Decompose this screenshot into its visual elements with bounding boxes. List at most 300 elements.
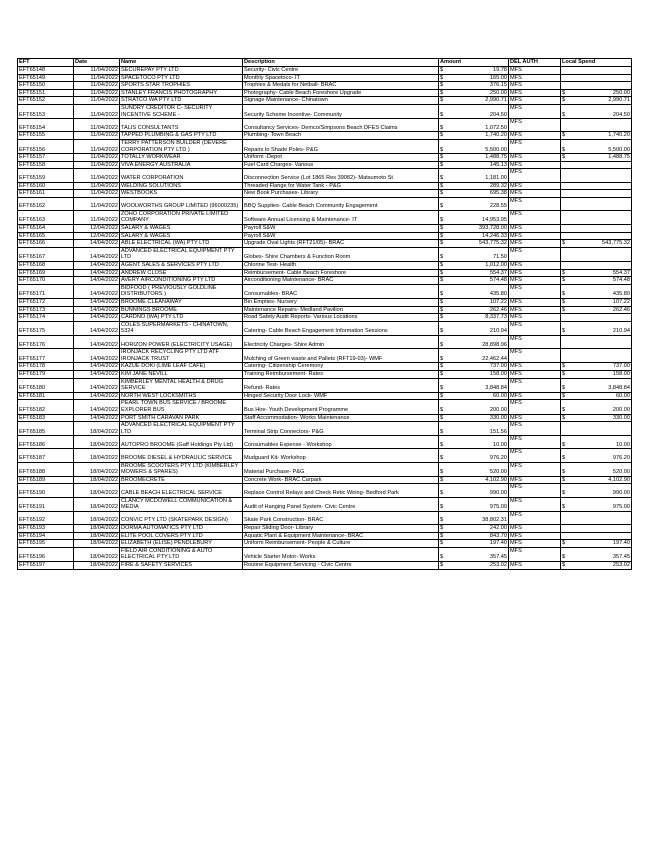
cell-name: BROOME DIESEL & HYDRAULIC SERVICE <box>120 449 243 462</box>
cell-description: Payroll S&W <box>243 225 439 233</box>
cell-name: VIVA ENERGY AUSTRALIA <box>120 161 243 169</box>
currency-symbol: $ <box>440 517 444 524</box>
cell-local-spend-value: 357.45 <box>612 554 630 561</box>
cell-eft: EFT65157 <box>18 154 74 162</box>
cell-local-spend <box>561 284 632 298</box>
cell-name: ADVANCED ELECTRICAL EQUIPMENT PTY LTD <box>120 247 243 261</box>
cell-amount-value: 204.50 <box>489 111 507 118</box>
cell-amount-value: 357.45 <box>489 554 507 561</box>
table-row <box>18 97 632 105</box>
table-body <box>18 67 632 570</box>
table-row <box>18 119 632 132</box>
cell-eft: EFT65191 <box>18 497 74 511</box>
cell-name: DORMA AUTOMATICS PTY LTD <box>120 525 243 533</box>
cell-date: 11/04/2022 <box>74 197 120 210</box>
cell-date: 11/04/2022 <box>74 82 120 90</box>
cell-date: 11/04/2022 <box>74 139 120 153</box>
table-row <box>18 561 632 569</box>
table-row <box>18 247 632 261</box>
cell-date: 18/04/2022 <box>74 561 120 569</box>
cell-local-spend <box>561 262 632 270</box>
cell-local-spend <box>561 511 632 524</box>
cell-amount-value: 1,740.20 <box>485 132 507 139</box>
cell-name: AUTOPRO BROOME (Gaff Holdings Pty Ltd) <box>120 436 243 449</box>
currency-symbol: $ <box>562 240 566 247</box>
cell-local-spend-value: 204.50 <box>612 111 630 118</box>
cell-local-spend <box>561 400 632 414</box>
cell-eft: EFT65168 <box>18 262 74 270</box>
currency-symbol: $ <box>562 455 566 462</box>
cell-date: 11/04/2022 <box>74 89 120 97</box>
cell-eft: EFT65171 <box>18 284 74 298</box>
cell-date: 18/04/2022 <box>74 422 120 436</box>
cell-amount <box>439 540 509 548</box>
cell-date: 14/04/2022 <box>74 414 120 422</box>
cell-description: Routine Equipment Servicing - Civic Centre <box>243 561 439 569</box>
cell-local-spend <box>561 414 632 422</box>
cell-amount <box>439 277 509 285</box>
cell-eft: EFT65175 <box>18 321 74 335</box>
table-row <box>18 335 632 348</box>
cell-description: Training Reimbursement- Rates <box>243 370 439 378</box>
cell-amount <box>439 462 509 476</box>
currency-symbol: $ <box>562 476 566 483</box>
cell-del-auth: MFS <box>509 363 561 371</box>
cell-amount <box>439 67 509 75</box>
cell-amount <box>439 532 509 540</box>
cell-amount <box>439 525 509 533</box>
currency-symbol: $ <box>440 111 444 118</box>
cell-description: Vehicle Starter Motor- Works <box>243 547 439 561</box>
table-row <box>18 363 632 371</box>
cell-name: TAPPED PLUMBING & GAS PTY LTD <box>120 132 243 140</box>
cell-description: Catering- Cable Beach Engagement Information Sessions <box>243 321 439 335</box>
table-row <box>18 422 632 436</box>
cell-date: 11/04/2022 <box>74 119 120 132</box>
cell-local-spend <box>561 154 632 162</box>
cell-del-auth: MFS <box>509 525 561 533</box>
cell-description: Bin Empties- Nursery <box>243 299 439 307</box>
cell-name: FIRE & SAFETY SERVICES <box>120 561 243 569</box>
cell-date: 11/04/2022 <box>74 161 120 169</box>
cell-name: KAZUE DOKI (LIME LEAF CAFE) <box>120 363 243 371</box>
cell-del-auth: MFS <box>509 484 561 497</box>
cell-amount-value: 2,990.71 <box>485 97 507 104</box>
cell-name: WELDING SOLUTIONS <box>120 182 243 190</box>
cell-local-spend-value: 520.00 <box>612 469 630 476</box>
cell-eft: EFT65183 <box>18 414 74 422</box>
col-header-name: Name <box>120 59 243 67</box>
cell-local-spend <box>561 82 632 90</box>
cell-local-spend <box>561 422 632 436</box>
table-row <box>18 82 632 90</box>
currency-symbol: $ <box>440 203 444 210</box>
cell-description: Electricity Charges- Shire Admin <box>243 335 439 348</box>
cell-del-auth: MFS <box>509 462 561 476</box>
table-row <box>18 532 632 540</box>
cell-description: Consultancy Services- Demco/Simpsons Beach DFES Claims <box>243 119 439 132</box>
col-header-eft: EFT <box>18 59 74 67</box>
cell-del-auth: MFS <box>509 119 561 132</box>
table-row <box>18 378 632 392</box>
cell-amount <box>439 392 509 400</box>
cell-local-spend <box>561 532 632 540</box>
cell-amount-value: 737.00 <box>489 363 507 370</box>
table-row <box>18 225 632 233</box>
table-row <box>18 497 632 511</box>
currency-symbol: $ <box>562 299 566 305</box>
cell-del-auth: MFS <box>509 154 561 162</box>
cell-amount-value: 242.00 <box>489 525 507 531</box>
cell-local-spend <box>561 525 632 533</box>
cell-local-spend <box>561 247 632 261</box>
cell-local-spend <box>561 89 632 97</box>
cell-amount-value: 158.00 <box>489 370 507 377</box>
cell-amount-value: 71.50 <box>493 254 507 261</box>
cell-description: Payroll S&W <box>243 232 439 240</box>
cell-amount <box>439 232 509 240</box>
currency-symbol: $ <box>440 455 444 462</box>
table-row <box>18 306 632 314</box>
cell-name: PORT SMITH CARAVAN PARK <box>120 414 243 422</box>
cell-name: WESTBOOKS <box>120 190 243 198</box>
cell-amount <box>439 139 509 153</box>
cell-date: 14/04/2022 <box>74 400 120 414</box>
currency-symbol: $ <box>562 392 566 399</box>
currency-symbol: $ <box>562 111 566 118</box>
currency-symbol: $ <box>562 554 566 561</box>
cell-del-auth: MFS <box>509 132 561 140</box>
currency-symbol: $ <box>440 532 444 539</box>
cell-eft: EFT65186 <box>18 436 74 449</box>
currency-symbol: $ <box>440 182 444 189</box>
currency-symbol: $ <box>440 132 444 139</box>
cell-description: Signage Maintenance- Chinatown <box>243 97 439 105</box>
cell-amount <box>439 269 509 277</box>
cell-date: 11/04/2022 <box>74 67 120 75</box>
currency-symbol: $ <box>440 406 444 413</box>
cell-eft: EFT65188 <box>18 462 74 476</box>
cell-date: 11/04/2022 <box>74 132 120 140</box>
cell-del-auth: MFS <box>509 314 561 322</box>
cell-eft: EFT65176 <box>18 335 74 348</box>
cell-date: 12/04/2022 <box>74 232 120 240</box>
table-row <box>18 400 632 414</box>
cell-name: ANDREW CLOSE <box>120 269 243 277</box>
table-row <box>18 525 632 533</box>
table-row <box>18 414 632 422</box>
cell-local-spend <box>561 74 632 82</box>
currency-symbol: $ <box>440 174 444 181</box>
cell-description: Bus Hire- Youth Development Programme <box>243 400 439 414</box>
cell-amount-value: 554.37 <box>489 269 507 276</box>
payments-table <box>17 58 632 570</box>
cell-eft: EFT65179 <box>18 370 74 378</box>
table-row <box>18 232 632 240</box>
cell-local-spend <box>561 104 632 118</box>
cell-del-auth: MFS <box>509 82 561 90</box>
cell-local-spend <box>561 190 632 198</box>
currency-symbol: $ <box>440 217 444 224</box>
cell-local-spend <box>561 436 632 449</box>
cell-amount <box>439 400 509 414</box>
cell-amount-value: 4,102.90 <box>485 476 507 483</box>
cell-local-spend-value: 5,500.00 <box>608 146 630 153</box>
cell-name: SALARY & WAGES <box>120 232 243 240</box>
cell-eft: EFT65173 <box>18 306 74 314</box>
currency-symbol: $ <box>440 97 444 104</box>
currency-symbol: $ <box>440 74 444 81</box>
cell-name: CLANCY MCDOWELL COMMUNICATION & MEDIA <box>120 497 243 511</box>
cell-local-spend-value: 253.02 <box>612 561 630 568</box>
cell-description: Uniform -Depot <box>243 154 439 162</box>
cell-eft: EFT65189 <box>18 476 74 484</box>
cell-date: 12/04/2022 <box>74 225 120 233</box>
cell-del-auth: MFS <box>509 561 561 569</box>
cell-amount-value: 197.40 <box>489 540 507 547</box>
currency-symbol: $ <box>440 314 444 321</box>
currency-symbol: $ <box>562 385 566 392</box>
cell-eft: EFT65170 <box>18 277 74 285</box>
table-row <box>18 370 632 378</box>
cell-local-spend <box>561 269 632 277</box>
currency-symbol: $ <box>440 254 444 261</box>
cell-amount-value: 14,953.95 <box>482 217 507 224</box>
cell-local-spend <box>561 97 632 105</box>
currency-symbol: $ <box>440 82 444 89</box>
cell-local-spend <box>561 306 632 314</box>
cell-del-auth: MFS <box>509 540 561 548</box>
currency-symbol: $ <box>562 97 566 104</box>
table-row <box>18 476 632 484</box>
cell-amount-value: 393,728.00 <box>479 225 507 232</box>
currency-symbol: $ <box>562 291 566 298</box>
cell-local-spend-value: 262.46 <box>612 306 630 313</box>
currency-symbol: $ <box>562 504 566 511</box>
cell-local-spend-value: 197.40 <box>612 540 630 547</box>
table-row <box>18 262 632 270</box>
cell-description: Repairs to Shade Poles- P&G <box>243 139 439 153</box>
cell-del-auth: MFS <box>509 169 561 182</box>
cell-date: 14/04/2022 <box>74 284 120 298</box>
currency-symbol: $ <box>440 385 444 392</box>
cell-amount-value: 843.70 <box>489 532 507 539</box>
cell-eft: EFT65166 <box>18 240 74 248</box>
cell-amount-value: 695.38 <box>489 190 507 197</box>
cell-name: BROOME SCOOTERS PTY LTD (KIMBERLEY MOWERS & SPARES) <box>120 462 243 476</box>
currency-symbol: $ <box>562 306 566 313</box>
cell-amount-value: 435.80 <box>489 291 507 298</box>
cell-amount-value: 975.00 <box>489 504 507 511</box>
cell-description: New Book Purchases- Library <box>243 190 439 198</box>
cell-amount <box>439 335 509 348</box>
cell-description: Material Purchase- P&G <box>243 462 439 476</box>
currency-symbol: $ <box>562 154 566 161</box>
cell-date: 14/04/2022 <box>74 314 120 322</box>
table-row <box>18 197 632 210</box>
cell-date: 18/04/2022 <box>74 532 120 540</box>
cell-amount <box>439 119 509 132</box>
cell-amount-value: 376.15 <box>489 82 507 89</box>
cell-local-spend-value: 574.48 <box>612 277 630 284</box>
cell-amount <box>439 314 509 322</box>
table-row <box>18 269 632 277</box>
cell-local-spend <box>561 132 632 140</box>
cell-date: 14/04/2022 <box>74 240 120 248</box>
cell-local-spend <box>561 225 632 233</box>
table-row <box>18 210 632 224</box>
currency-symbol: $ <box>440 355 444 362</box>
cell-amount <box>439 484 509 497</box>
currency-symbol: $ <box>440 540 444 547</box>
currency-symbol: $ <box>562 469 566 476</box>
cell-description: Audit of Hanging Panel System- Civic Centre <box>243 497 439 511</box>
cell-date: 18/04/2022 <box>74 476 120 484</box>
cell-local-spend-value: 3,848.84 <box>608 385 630 392</box>
cell-local-spend-value: 2,990.71 <box>608 97 630 104</box>
cell-amount <box>439 449 509 462</box>
cell-amount <box>439 497 509 511</box>
cell-amount-value: 1,488.75 <box>485 154 507 161</box>
cell-del-auth: MFS <box>509 335 561 348</box>
cell-date: 18/04/2022 <box>74 462 120 476</box>
cell-date: 14/04/2022 <box>74 378 120 392</box>
cell-del-auth: MFS <box>509 277 561 285</box>
cell-eft: EFT65187 <box>18 449 74 462</box>
cell-amount-value: 990.00 <box>489 490 507 497</box>
currency-symbol: $ <box>562 277 566 284</box>
cell-amount <box>439 161 509 169</box>
cell-local-spend <box>561 497 632 511</box>
cell-eft: EFT65195 <box>18 540 74 548</box>
cell-eft: EFT65181 <box>18 392 74 400</box>
cell-local-spend-value: 10.00 <box>616 441 630 448</box>
cell-amount <box>439 284 509 298</box>
cell-del-auth: MFS <box>509 225 561 233</box>
cell-local-spend <box>561 169 632 182</box>
col-header-local-spend: Local Spend <box>561 59 632 67</box>
cell-amount <box>439 210 509 224</box>
table-row <box>18 547 632 561</box>
cell-eft: EFT65182 <box>18 400 74 414</box>
currency-symbol: $ <box>440 414 444 421</box>
cell-description: Refund- Rates <box>243 378 439 392</box>
cell-del-auth: MFS <box>509 240 561 248</box>
cell-description: Globes- Shire Chambers & Function Room <box>243 247 439 261</box>
cell-date: 11/04/2022 <box>74 169 120 182</box>
currency-symbol: $ <box>440 306 444 313</box>
cell-local-spend <box>561 197 632 210</box>
header-row <box>18 59 632 67</box>
cell-amount-value: 253.02 <box>489 561 507 568</box>
table-row <box>18 314 632 322</box>
cell-local-spend-value: 158.00 <box>612 370 630 377</box>
cell-name: BROOMECRETE <box>120 476 243 484</box>
cell-del-auth: MFS <box>509 97 561 105</box>
cell-amount <box>439 561 509 569</box>
cell-description: Fuel Card Charges- Various <box>243 161 439 169</box>
cell-date: 11/04/2022 <box>74 104 120 118</box>
currency-symbol: $ <box>562 540 566 547</box>
cell-amount-value: 145.13 <box>489 161 507 168</box>
currency-symbol: $ <box>440 392 444 399</box>
cell-local-spend <box>561 119 632 132</box>
cell-amount-value: 19.78 <box>493 67 507 73</box>
cell-description: Road Safety Audit Reports- Various Locations <box>243 314 439 322</box>
cell-eft: EFT65153 <box>18 104 74 118</box>
cell-del-auth: MFS <box>509 247 561 261</box>
cell-description: Reimbursement- Cable Beach Foreshore <box>243 269 439 277</box>
cell-date: 18/04/2022 <box>74 540 120 548</box>
cell-del-auth: MFS <box>509 306 561 314</box>
currency-symbol: $ <box>440 161 444 168</box>
cell-amount-value: 210.94 <box>489 328 507 335</box>
cell-description: Terminal Strip Connectors- P&G <box>243 422 439 436</box>
cell-amount-value: 543,775.32 <box>479 240 507 247</box>
table-row <box>18 104 632 118</box>
cell-eft: EFT65163 <box>18 210 74 224</box>
cell-amount-value: 1,012.00 <box>485 262 507 269</box>
cell-description: Photography- Cable Beach Foreshore Upgrade <box>243 89 439 97</box>
cell-name: TERRY PATTERSON BUILDER (DEVERE CORPORATION PTY LTD ) <box>120 139 243 153</box>
cell-description: Uniform Reimbursement- People & Culture <box>243 540 439 548</box>
cell-name: CONVIC PTY LTD (SKATEPARK DESIGN) <box>120 511 243 524</box>
cell-del-auth: MFS <box>509 436 561 449</box>
cell-amount <box>439 363 509 371</box>
cell-amount <box>439 378 509 392</box>
table-row <box>18 169 632 182</box>
cell-description: Threaded Flange for Water Tank - P&G <box>243 182 439 190</box>
cell-local-spend <box>561 277 632 285</box>
cell-name: NORTH WEST LOCKSMITHS <box>120 392 243 400</box>
table-row <box>18 484 632 497</box>
currency-symbol: $ <box>440 240 444 247</box>
cell-date: 18/04/2022 <box>74 449 120 462</box>
cell-local-spend <box>561 462 632 476</box>
cell-amount-value: 60.00 <box>493 392 507 399</box>
cell-eft: EFT65164 <box>18 225 74 233</box>
cell-eft: EFT65196 <box>18 547 74 561</box>
cell-eft: EFT65185 <box>18 422 74 436</box>
cell-eft: EFT65190 <box>18 484 74 497</box>
cell-description: Aquatic Plant & Equipment Maintenance- BRAC <box>243 532 439 540</box>
currency-symbol: $ <box>562 561 566 568</box>
cell-date: 14/04/2022 <box>74 262 120 270</box>
cell-del-auth: MFS <box>509 197 561 210</box>
cell-local-spend <box>561 321 632 335</box>
cell-amount <box>439 299 509 307</box>
cell-amount-value: 250.00 <box>489 89 507 96</box>
cell-eft: EFT65162 <box>18 197 74 210</box>
cell-amount-value: 107.22 <box>489 299 507 305</box>
cell-name: ELIZABETH (ELISE) PENDLEBURY <box>120 540 243 548</box>
cell-eft: EFT65194 <box>18 532 74 540</box>
currency-symbol: $ <box>440 154 444 161</box>
cell-del-auth: MFS <box>509 232 561 240</box>
currency-symbol: $ <box>440 67 444 73</box>
cell-description: Chlorine Test- Health <box>243 262 439 270</box>
table-row <box>18 321 632 335</box>
cell-local-spend <box>561 314 632 322</box>
cell-description: Mudguard Kit- Workshop <box>243 449 439 462</box>
cell-del-auth: MFS <box>509 449 561 462</box>
cell-del-auth: MFS <box>509 321 561 335</box>
cell-del-auth: MFS <box>509 511 561 524</box>
cell-amount-value: 14,246.33 <box>482 232 507 239</box>
cell-local-spend-value: 200.00 <box>612 406 630 413</box>
cell-del-auth: MFS <box>509 532 561 540</box>
payments-table-container <box>17 58 632 570</box>
